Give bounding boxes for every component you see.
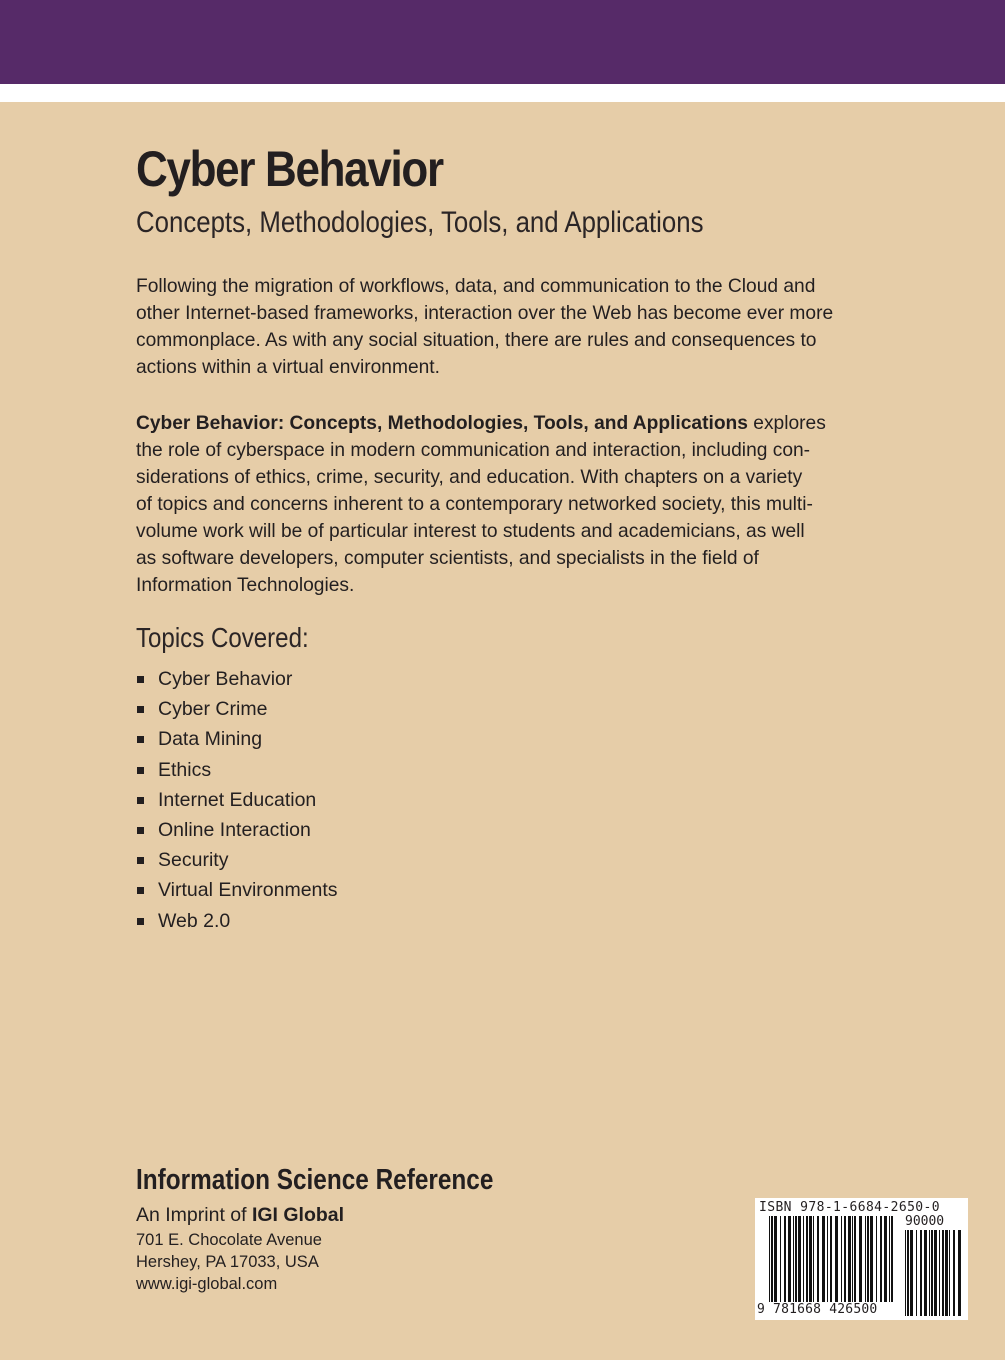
bullet-icon: [137, 676, 144, 683]
description-line: of topics and concerns inherent to a contemporary networked society, this multi-: [136, 494, 813, 515]
topic-label: Ethics: [158, 758, 212, 781]
bullet-icon: [137, 857, 144, 864]
barcode-bar: [942, 1230, 944, 1316]
barcode-bar: [841, 1216, 842, 1302]
barcode-bar: [795, 1216, 797, 1302]
list-item: [136, 785, 338, 815]
intro-paragraph: [136, 273, 866, 381]
barcode-bar: [953, 1230, 955, 1316]
list-item: [136, 845, 338, 875]
barcode-bar: [910, 1230, 913, 1316]
barcode-bar: [934, 1230, 937, 1316]
topic-label: Online Interaction: [158, 818, 311, 841]
barcode-bar: [916, 1230, 917, 1316]
barcode-bar: [865, 1216, 866, 1302]
barcode-bar: [827, 1216, 828, 1302]
barcode-bar: [813, 1216, 814, 1302]
barcode-bar: [784, 1216, 786, 1302]
bullet-icon: [137, 736, 144, 743]
topic-label: Data Mining: [158, 728, 263, 751]
list-item: [136, 694, 338, 724]
description-line: siderations of ethics, crime, security, and education. With chapters on a variety: [136, 467, 803, 488]
barcode-bar: [806, 1216, 808, 1302]
barcode-bar: [771, 1216, 773, 1302]
barcode-bar: [907, 1230, 909, 1316]
barcode-addon-digits: 90000: [905, 1214, 945, 1229]
description-line: the role of cyberspace in modern communication and interaction, including con-: [136, 440, 811, 461]
list-item: [136, 875, 338, 905]
publisher-name: Information Science Reference: [136, 1164, 494, 1196]
imprint-prefix: An Imprint of: [136, 1204, 252, 1226]
barcode-bar: [809, 1216, 812, 1302]
intro-line: actions within a virtual environment.: [136, 357, 440, 378]
barcode-bar: [884, 1216, 887, 1302]
topic-label: Security: [158, 849, 229, 872]
description-bold-title: Cyber Behavior: Concepts, Methodologies, Tools, and Applications: [136, 413, 748, 434]
barcode-bar: [854, 1216, 856, 1302]
top-color-band: [0, 0, 1005, 84]
barcode-bar: [830, 1216, 832, 1302]
barcode-bar: [870, 1216, 873, 1302]
barcode-bar: [891, 1216, 893, 1302]
barcode-ean-digits: 9 781668 426500: [757, 1302, 878, 1317]
barcode-bar: [848, 1216, 851, 1302]
intro-line: Following the migration of workflows, data, and communication to the Cloud and: [136, 276, 816, 297]
list-item: [136, 724, 338, 754]
barcode-bar: [924, 1230, 927, 1316]
barcode-bar: [945, 1230, 948, 1316]
description-paragraph: [136, 410, 866, 599]
description-line: volume work will be of particular interest to students and academicians, as well: [136, 521, 805, 542]
barcode-bar: [769, 1216, 770, 1302]
topics-heading: Topics Covered:: [136, 622, 309, 653]
barcode-bar: [780, 1216, 781, 1302]
imprint-line: [136, 1204, 344, 1227]
publisher-website: www.igi-global.com: [136, 1275, 278, 1293]
barcode-bar: [859, 1216, 862, 1302]
topic-label: Virtual Environments: [158, 879, 338, 902]
address-city: Hershey, PA 17033, USA: [136, 1253, 319, 1271]
topic-label: Cyber Crime: [158, 698, 268, 721]
barcode-bar: [931, 1230, 933, 1316]
barcode-bar: [852, 1216, 853, 1302]
description-first-line-rest: explores: [747, 413, 826, 434]
barcode-bar: [798, 1216, 801, 1302]
barcode-bar: [817, 1216, 819, 1302]
barcode-bar: [867, 1216, 869, 1302]
list-item: [136, 906, 338, 936]
barcode-bar: [835, 1216, 838, 1302]
description-line: [136, 410, 866, 437]
barcode-bar: [939, 1230, 940, 1316]
barcode-bar: [876, 1216, 877, 1302]
topics-list: [136, 664, 338, 936]
intro-line: other Internet-based frameworks, interaction over the Web has become ever more: [136, 303, 834, 324]
barcode-bar: [920, 1230, 922, 1316]
description-line: as software developers, computer scientists, and specialists in the field of: [136, 548, 759, 569]
barcode-bar: [822, 1216, 825, 1302]
list-item: [136, 664, 338, 694]
bullet-icon: [137, 827, 144, 834]
barcode-bar: [889, 1216, 890, 1302]
imprint-name: IGI Global: [251, 1204, 345, 1226]
bullet-icon: [137, 918, 144, 925]
address-street: 701 E. Chocolate Avenue: [136, 1231, 322, 1249]
bullet-icon: [137, 797, 144, 804]
topic-label: Internet Education: [158, 788, 317, 811]
isbn-barcode: [755, 1198, 968, 1320]
barcode-bar: [958, 1230, 961, 1316]
barcode-bar: [844, 1216, 846, 1302]
barcode-bar: [793, 1216, 794, 1302]
list-item: [136, 755, 338, 785]
barcode-bar: [929, 1230, 930, 1316]
list-item: [136, 815, 338, 845]
intro-line: commonplace. As with any social situation, there are rules and consequences to: [136, 330, 817, 351]
barcode-bar: [803, 1216, 804, 1302]
barcode-bar: [905, 1230, 906, 1316]
book-subtitle: Concepts, Methodologies, Tools, and Applications: [136, 206, 704, 239]
topic-label: Cyber Behavior: [158, 668, 293, 690]
barcode-bar: [774, 1216, 777, 1302]
isbn-text: ISBN 978-1-6684-2650-0: [759, 1200, 940, 1215]
barcode-bar: [788, 1216, 791, 1302]
barcode-bar: [880, 1216, 882, 1302]
bullet-icon: [137, 767, 144, 774]
divider-strip: [0, 84, 1005, 102]
barcode-bar: [949, 1230, 950, 1316]
bullet-icon: [137, 706, 144, 713]
book-title: Cyber Behavior: [136, 141, 443, 197]
topic-label: Web 2.0: [158, 909, 231, 932]
description-line: Information Technologies.: [136, 575, 355, 596]
bullet-icon: [137, 887, 144, 894]
